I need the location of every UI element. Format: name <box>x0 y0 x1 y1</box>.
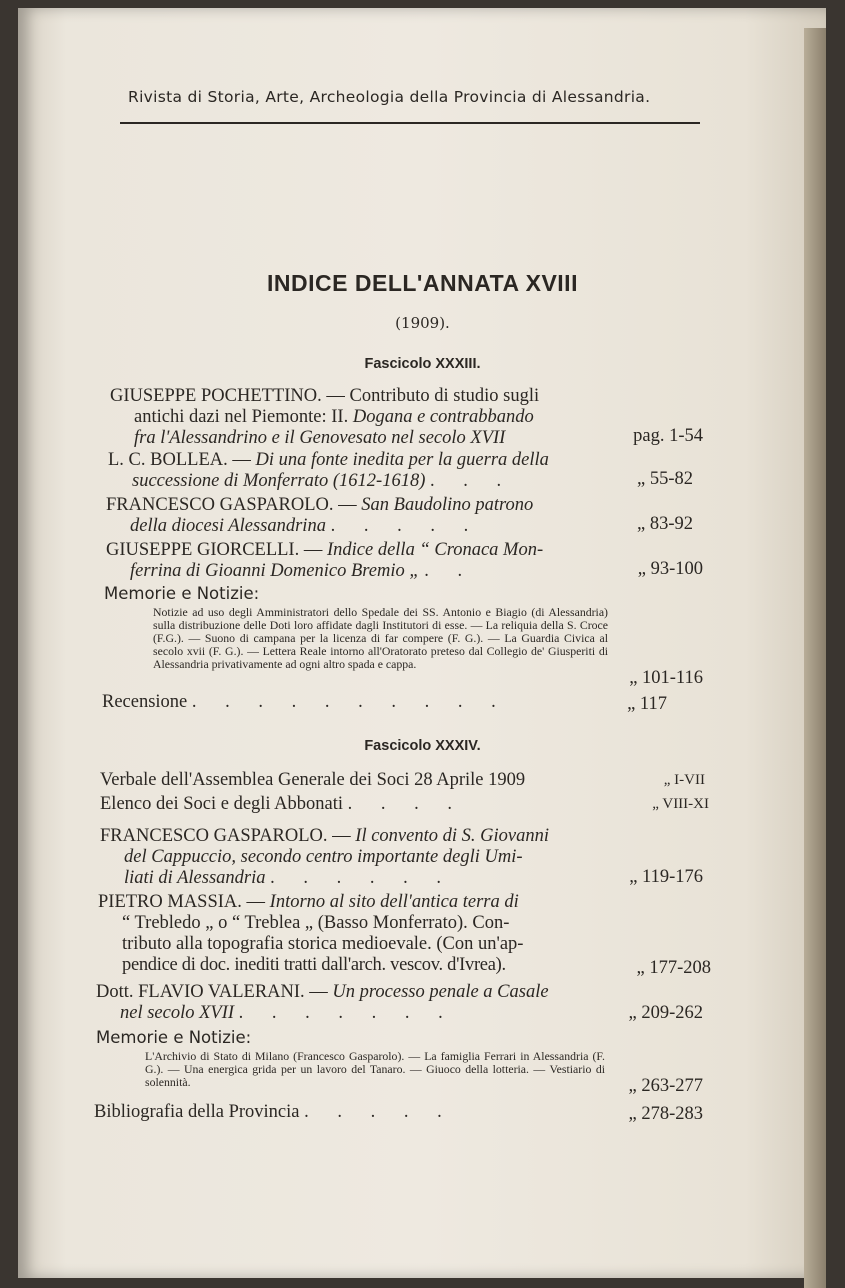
dot-leader: . . . . . . . <box>238 1003 455 1023</box>
header-rule <box>120 122 700 124</box>
entry-massia: PIETRO MASSIA. — Intorno al sito dell'antica terra di “ Trebledo „ o “ Treblea „ (Basso Monferrato). Con- tributo alla topografia storica medioevale. (Con un'ap- pendice di doc. inediti tratti dall'arch. vescov. d'Ivrea). <box>98 892 524 975</box>
entry-pochettino: GIUSEPPE POCHETTINO. — Contributo di studio sugli antichi dazi nel Piemonte: II. Dogana e contrabbando fra l'Alessandrino e il Genovesato nel secolo XVII <box>110 386 540 448</box>
dot-leader: . . . . . . <box>270 868 454 888</box>
page-ref: „ VIII-XI <box>652 796 709 812</box>
entry-verbale: Verbale dell'Assemblea Generale dei Soci 28 Aprile 1909 <box>100 770 526 790</box>
page-ref: „ 278-283 <box>628 1104 703 1124</box>
page-ref: „ 93-100 <box>637 559 703 579</box>
entry-valerani: Dott. FLAVIO VALERANI. — Un processo penale a Casale nel secolo XVII . . . . . . . <box>96 982 549 1023</box>
index-title: INDICE DELL'ANNATA XVIII <box>267 270 578 296</box>
running-header: Rivista di Storia, Arte, Archeologia della Provincia di Alessandria. <box>128 88 651 106</box>
entry-gasparolo-2: FRANCESCO GASPAROLO. — Il convento di S. Giovanni del Cappuccio, secondo centro importante degli Umi- liati di Alessandria . . . . . . <box>100 826 549 888</box>
page-ref: „ 263-277 <box>628 1076 703 1096</box>
memorie-heading-2: Memorie e Notizie: <box>96 1028 252 1047</box>
fascicolo-xxxiii-heading: Fascicolo XXXIII. <box>364 356 481 372</box>
page-ref: „ I-VII <box>663 772 705 788</box>
dot-leader: . . <box>424 561 475 581</box>
memorie-notes-2: L'Archivio di Stato di Milano (Francesco Gasparolo). — La famiglia Ferrari in Alessandria (F. G.). — Una energica grida per un lavoro del Tanaro. — Giuoco della lotteria. — Vestiario di solennità. <box>145 1049 605 1089</box>
dot-leader: . . . . . <box>304 1102 454 1122</box>
entry-elenco: Elenco dei Soci e degli Abbonati . . . . <box>100 794 465 814</box>
dot-leader: . . . . <box>347 794 465 814</box>
entry-recensione: Recensione . . . . . . . . . . <box>102 692 508 712</box>
dot-leader: . . . . . <box>330 516 481 536</box>
dot-leader: . . . <box>430 471 514 491</box>
page-ref: pag. 1-54 <box>633 426 703 446</box>
page-ref: „ 117 <box>627 694 667 714</box>
memorie-notes: Notizie ad uso degli Amministratori dello Spedale dei SS. Antonio e Biagio (di Alessandria) sulla distribuzione delle Doti loro affidate dagli Institutori di esse. — La reliquia della S. Croce (F.G.). — Suono di campana per la licenza di far compere (F. G.). — La Guardia Civica al secolo xvii (F. G.). — Lettera Reale intorno all'Oratorato preteso dal Collegio de' Giusperiti di Alessandria privativamente ad ogni altro spada e cappa. <box>153 605 608 671</box>
page-ref: „ 119-176 <box>629 867 703 887</box>
dot-leader: . . . . . . . . . . <box>191 692 508 712</box>
fascicolo-xxxiv-heading: Fascicolo XXXIV. <box>364 738 481 754</box>
memorie-heading: Memorie e Notizie: <box>104 584 260 603</box>
entry-gasparolo-1: FRANCESCO GASPAROLO. — San Baudolino patrono della diocesi Alessandrina . . . . . <box>106 495 534 536</box>
page-ref: „ 83-92 <box>637 514 693 534</box>
entry-bollea: L. C. BOLLEA. — Di una fonte inedita per la guerra della successione di Monferrato (1612-1618) . . . <box>108 450 549 491</box>
entry-bibliografia: Bibliografia della Provincia . . . . . <box>94 1102 454 1122</box>
page-ref: „ 55-82 <box>637 469 693 489</box>
entry-giorcelli: GIUSEPPE GIORCELLI. — Indice della “ Cronaca Mon- ferrina di Gioanni Domenico Bremio „ . . <box>106 540 544 581</box>
page-edge <box>804 28 826 1288</box>
page-ref: „ 177-208 <box>636 958 711 978</box>
index-year: (1909). <box>395 314 450 332</box>
page-ref: „ 101-116 <box>629 668 703 688</box>
page-ref: „ 209-262 <box>628 1003 703 1023</box>
